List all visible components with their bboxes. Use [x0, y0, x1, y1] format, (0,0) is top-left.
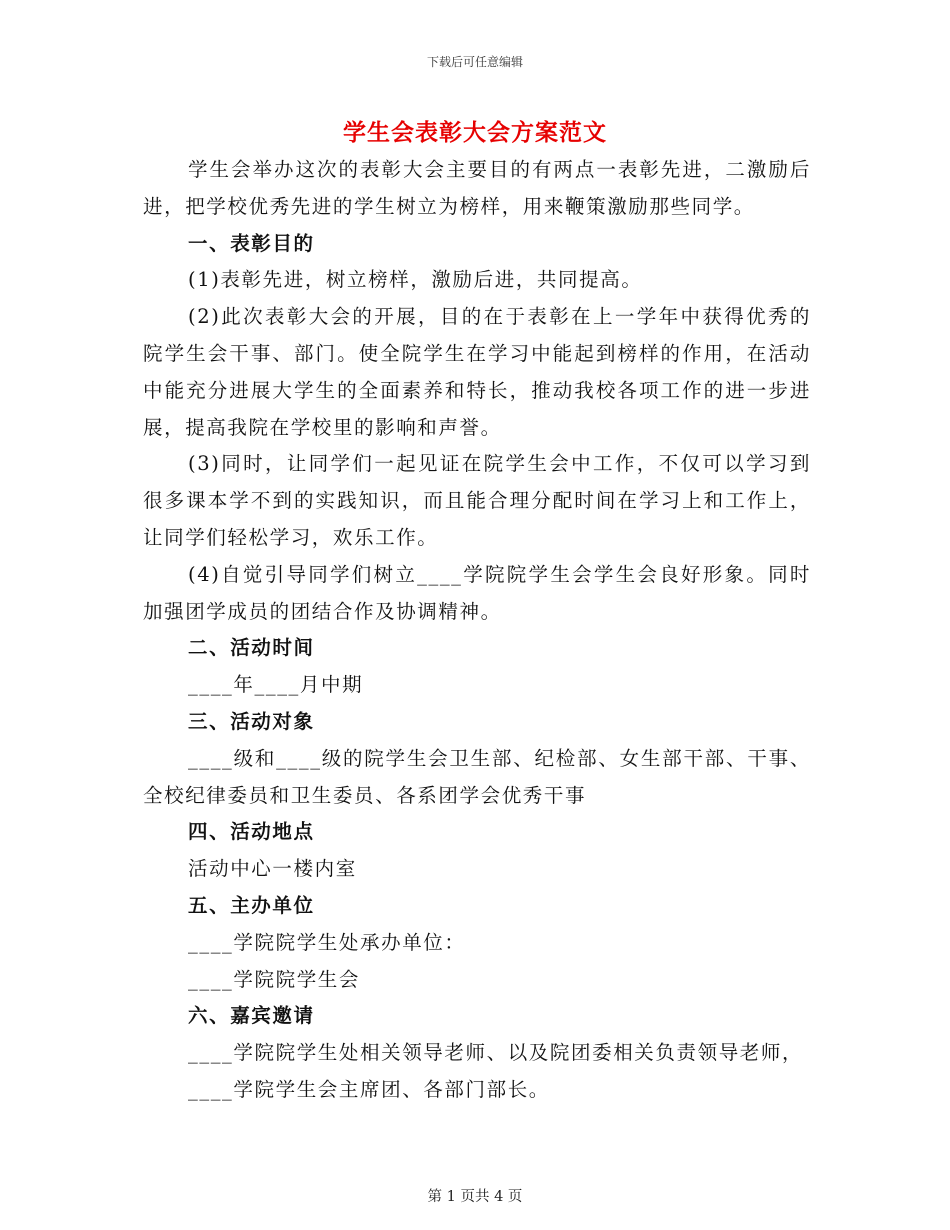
document-title: 学生会表彰大会方案范文	[343, 119, 607, 146]
guests-line-2: ____学院学生会主席团、各部门部长。	[188, 1077, 550, 1101]
section-heading-organizer: 五、主办单位	[188, 893, 315, 917]
page-header: 下载后可任意编辑	[426, 55, 523, 69]
section-heading-purpose: 一、表彰目的	[188, 231, 315, 255]
time-paragraph: ____年____月中期	[188, 673, 364, 697]
intro-paragraph: 学生会举办这次的表彰大会主要目的有两点一表彰先进，二激励后进，把学校优秀先进的学生树立为榜样，用来鞭策激励那些同学。	[143, 158, 811, 218]
purpose-item-3: (3)同时，让同学们一起见证在院学生会中工作，不仅可以学习到很多课本学不到的实践知识，而且能合理分配时间在学习上和工作上，让同学们轻松学习，欢乐工作。	[143, 452, 811, 549]
section-heading-audience: 三、活动对象	[188, 709, 315, 733]
page-footer: 第 1 页共 4 页	[427, 1189, 523, 1205]
organizer-line-1: ____学院院学生处承办单位：	[188, 930, 466, 954]
location-paragraph: 活动中心一楼内室	[188, 857, 357, 881]
purpose-item-2: (2)此次表彰大会的开展，目的在于表彰在上一学年中获得优秀的院学生会干事、部门。使全院学生在学习中能起到榜样的作用，在活动中能充分进展大学生的全面素养和特长，推动我校各项工作的进一步进展，提高我院在学校里的影响和声誉。	[143, 305, 811, 439]
purpose-item-4: (4)自觉引导同学们树立____学院院学生会学生会良好形象。同时加强团学成员的团结合作及协调精神。	[143, 562, 811, 623]
guests-line-1: ____学院院学生处相关领导老师、以及院团委相关负责领导老师，	[188, 1041, 804, 1065]
document-body	[143, 152, 811, 1109]
purpose-item-1: (1)表彰先进，树立榜样，激励后进，共同提高。	[188, 268, 643, 292]
organizer-line-2: ____学院院学生会	[188, 967, 360, 991]
audience-paragraph: ____级和____级的院学生会卫生部、纪检部、女生部干部、干事、全校纪律委员和卫生委员、各系团学会优秀干事	[143, 746, 811, 807]
section-heading-guests: 六、嘉宾邀请	[188, 1004, 315, 1028]
section-heading-location: 四、活动地点	[188, 820, 315, 844]
section-heading-time: 二、活动时间	[188, 636, 315, 660]
